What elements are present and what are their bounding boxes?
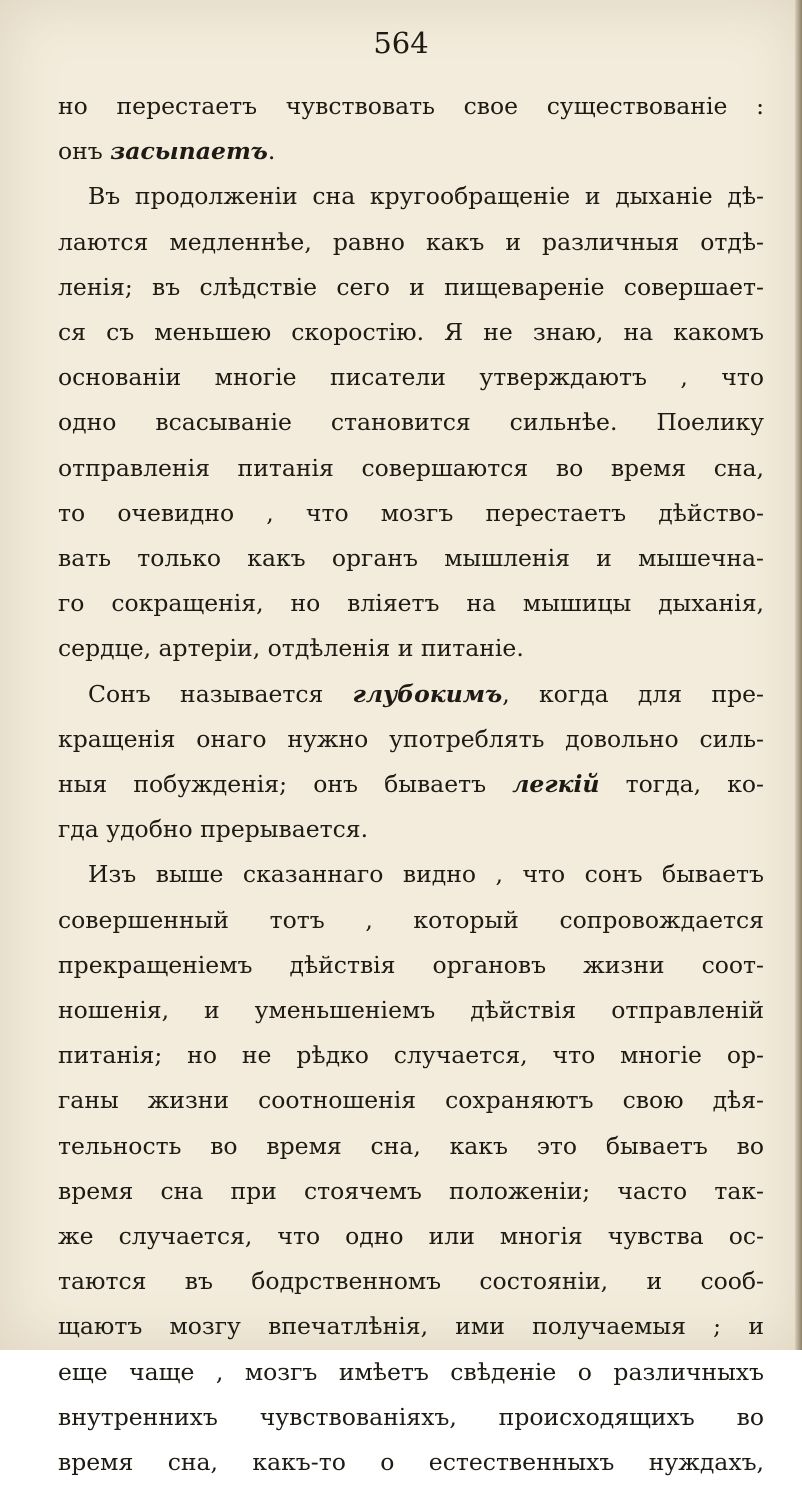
- text-line: [58, 446, 764, 491]
- text-line: [58, 672, 764, 717]
- text-segment: , когда для пре-: [502, 679, 764, 708]
- text-segment: .: [267, 137, 276, 166]
- text-segment: го сокращенія, но вліяетъ на мышицы дыханія,: [58, 589, 764, 618]
- text-line: [58, 400, 764, 445]
- text-segment: онъ: [58, 137, 111, 166]
- text-segment: сердце, артеріи, отдѣленія и питаніе.: [58, 634, 524, 663]
- text-line: [58, 581, 764, 626]
- emphasized-text: глубокимъ: [352, 679, 503, 708]
- text-line: [58, 220, 764, 265]
- text-segment: тельность во время сна, какъ это бываетъ во: [58, 1131, 764, 1160]
- text-segment: вать только какъ органъ мышленія и мышечна-: [58, 544, 764, 573]
- text-segment: время сна при стоячемъ положеніи; часто так-: [58, 1176, 764, 1205]
- text-segment: отправленія питанія совершаются во время сна,: [58, 453, 764, 482]
- text-segment: Въ продолженіи сна кругообращеніе и дыханіе дѣ-: [88, 182, 764, 211]
- text-segment: ныя побужденія; онъ бываетъ: [58, 770, 513, 799]
- text-segment: Изъ выше сказаннаго видно , что сонъ бываетъ: [88, 860, 764, 889]
- text-line: [58, 536, 764, 581]
- text-line: [58, 1304, 764, 1349]
- text-segment: питанія; но не рѣдко случается, что многіе ор-: [58, 1041, 764, 1070]
- text-line: [58, 1440, 764, 1485]
- text-segment: Сонъ называется: [88, 679, 353, 708]
- text-segment: время сна, какъ-то о естественныхъ нуждахъ,: [58, 1448, 764, 1477]
- text-segment: тогда, ко-: [599, 770, 764, 799]
- text-segment: прекращеніемъ дѣйствія органовъ жизни соот-: [58, 950, 764, 979]
- text-line: [58, 943, 764, 988]
- text-segment: щаютъ мозгу впечатлѣнія, ими получаемыя ; и: [58, 1312, 764, 1341]
- text-line: [58, 355, 764, 400]
- text-segment: лаются медленнѣе, равно какъ и различныя отдѣ-: [58, 227, 764, 256]
- emphasized-text: легкій: [512, 770, 600, 799]
- text-line: [58, 1214, 764, 1259]
- text-line: [58, 129, 764, 174]
- text-segment: но перестаетъ чувствовать свое существованіе :: [58, 92, 764, 120]
- text-line: [58, 807, 764, 852]
- text-line: [58, 265, 764, 310]
- text-segment: основаніи многіе писатели утверждаютъ , что: [58, 363, 764, 392]
- text-line: [58, 491, 764, 536]
- text-line: [58, 310, 764, 355]
- emphasized-text: засыпаетъ: [110, 137, 268, 166]
- page-edge: [795, 0, 802, 1350]
- text-line: [58, 717, 764, 762]
- text-line: [58, 1169, 764, 1214]
- text-line: [58, 84, 764, 129]
- text-line: [58, 898, 764, 943]
- text-segment: ленія; въ слѣдствіе сего и пищевареніе совершает-: [58, 272, 764, 301]
- text-line: [58, 762, 764, 807]
- text-segment: одно всасываніе становится сильнѣе. Поелику: [58, 408, 764, 437]
- text-segment: совершенный тотъ , который сопровождается: [58, 905, 764, 934]
- text-line: [58, 1124, 764, 1169]
- text-segment: таются въ бодрственномъ состояніи, и сооб-: [58, 1267, 764, 1296]
- text-segment: то очевидно , что мозгъ перестаетъ дѣйство-: [58, 498, 764, 527]
- text-line: [58, 1350, 764, 1395]
- text-segment: еще чаще , мозгъ имѣетъ свѣденіе о различныхъ: [58, 1357, 764, 1386]
- text-segment: же случается, что одно или многія чувства ос-: [58, 1222, 764, 1251]
- text-segment: внутреннихъ чувствованіяхъ, происходящихъ во: [58, 1402, 764, 1431]
- text-line: [58, 174, 764, 219]
- text-segment: кращенія онаго нужно употреблять довольно силь-: [58, 724, 764, 753]
- text-line: [58, 1395, 764, 1440]
- text-line: [58, 988, 764, 1033]
- text-segment: ношенія, и уменьшеніемъ дѣйствія отправленій: [58, 996, 764, 1025]
- text-segment: гда удобно прерывается.: [58, 815, 369, 844]
- text-line: [58, 1078, 764, 1123]
- page-number: 564: [373, 26, 429, 60]
- text-line: [58, 852, 764, 897]
- body-text: [58, 84, 764, 1485]
- text-segment: ганы жизни соотношенія сохраняютъ свою дѣя-: [58, 1086, 764, 1115]
- text-line: [58, 1033, 764, 1078]
- text-segment: ся съ меньшею скоростію. Я не знаю, на какомъ: [58, 318, 764, 347]
- text-line: [58, 626, 764, 671]
- text-line: [58, 1259, 764, 1304]
